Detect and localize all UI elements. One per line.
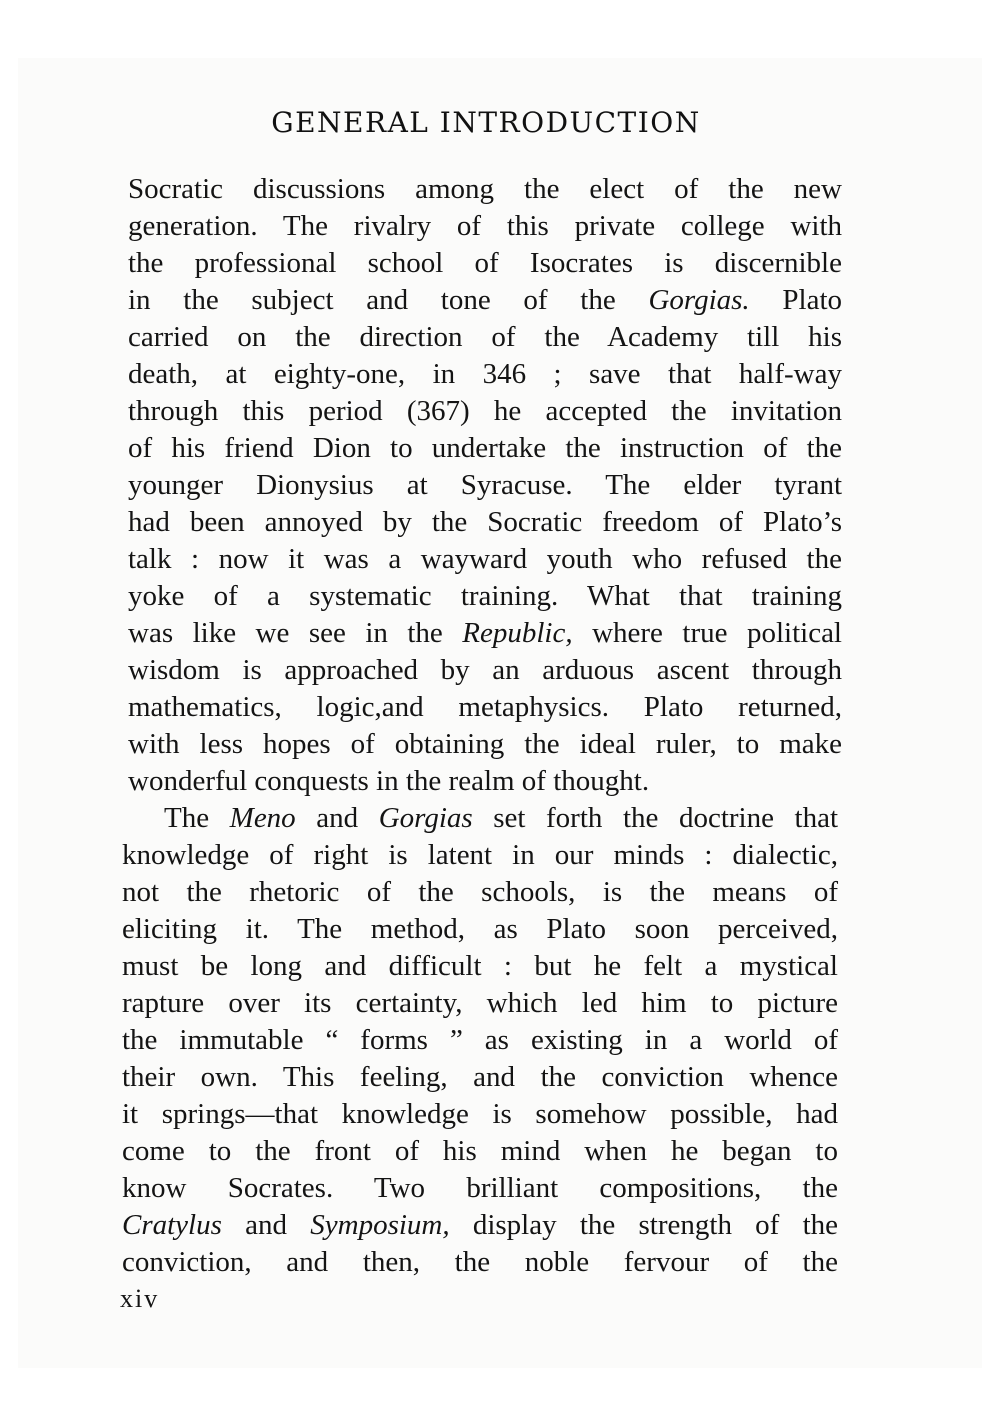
text-run: through this period (367) he accepted the invitation: [128, 395, 842, 427]
text-run: their own. This feeling, and the conviction whence: [122, 1061, 838, 1093]
text-line: [122, 911, 838, 948]
text-line: [128, 615, 842, 652]
text-run: set forth the doctrine that: [472, 802, 839, 834]
text-line: [128, 467, 842, 504]
text-run: rapture over its certainty, which led him to picture: [122, 987, 838, 1019]
text-run: death, at eighty-one, in 346 ; save that half-way: [128, 358, 842, 390]
text-line: [122, 1244, 838, 1281]
text-line: [122, 874, 838, 911]
text-run: generation. The rivalry of this private college with: [128, 210, 842, 242]
text-line: [128, 356, 842, 393]
text-run: the immutable “ forms ” as existing in a world of: [122, 1024, 838, 1056]
text-line: [128, 319, 842, 356]
italic-title: Symposium,: [310, 1209, 450, 1241]
text-run: must be long and difficult : but he felt a mystical: [122, 950, 838, 982]
text-line: [128, 541, 842, 578]
text-run: where true political: [572, 617, 842, 649]
text-run: Socratic discussions among the elect of the new: [128, 173, 842, 205]
text-run: yoke of a systematic training. What that training: [128, 580, 842, 612]
text-run: talk : now it was a wayward youth who refused the: [128, 543, 842, 575]
text-run: mathematics, logic,and metaphysics. Plato returned,: [128, 691, 842, 723]
text-run: wisdom is approached by an arduous ascent through: [128, 654, 842, 686]
text-line: [128, 245, 842, 282]
text-line: [122, 1207, 838, 1244]
text-line: [122, 837, 838, 874]
text-run: had been annoyed by the Socratic freedom of Plato’s: [128, 506, 842, 538]
text-run: wonderful conquests in the realm of thought.: [128, 765, 650, 797]
text-line: [164, 800, 838, 837]
text-line: [122, 1170, 838, 1207]
text-run: it springs—that knowledge is somehow possible, had: [122, 1098, 838, 1130]
text-run: knowledge of right is latent in our minds : dialectic,: [122, 839, 838, 871]
italic-title: Gorgias.: [648, 284, 750, 316]
page-number: xiv: [120, 1284, 160, 1313]
text-run: younger Dionysius at Syracuse. The elder tyrant: [128, 469, 842, 501]
italic-title: Meno: [229, 802, 296, 834]
text-line: [128, 578, 842, 615]
text-run: come to the front of his mind when he began to: [122, 1135, 838, 1167]
text-line: [122, 1022, 838, 1059]
text-run: carried on the direction of the Academy till his: [128, 321, 842, 353]
text-line: [128, 208, 842, 245]
text-run: was like we see in the: [128, 617, 463, 649]
text-line: [128, 504, 842, 541]
italic-title: Republic,: [462, 617, 573, 649]
text-line: [122, 1059, 838, 1096]
text-line: [128, 393, 842, 430]
paragraph-1: [128, 171, 842, 800]
text-line: [128, 171, 842, 208]
running-header: GENERAL INTRODUCTION: [271, 106, 701, 139]
text-run: in the subject and tone of the: [128, 284, 649, 316]
text-run: with less hopes of obtaining the ideal ruler, to make: [128, 728, 842, 760]
text-run: conviction, and then, the noble fervour of the: [122, 1246, 838, 1278]
text-line: [128, 282, 842, 319]
italic-title: Cratylus: [122, 1209, 222, 1241]
text-run: The: [164, 802, 230, 834]
text-run: know Socrates. Two brilliant compositions, the: [122, 1172, 838, 1204]
text-line: [128, 430, 842, 467]
text-run: and: [295, 802, 379, 834]
text-run: not the rhetoric of the schools, is the means of: [122, 876, 838, 908]
text-line: [128, 652, 842, 689]
text-run: the professional school of Isocrates is discernible: [128, 247, 842, 279]
text-line: [122, 1133, 838, 1170]
text-run: Plato: [749, 284, 843, 316]
italic-title: Gorgias: [378, 802, 473, 834]
text-run: display the strength of the: [449, 1209, 838, 1241]
text-line: [128, 689, 842, 726]
text-run: and: [221, 1209, 311, 1241]
text-line: [128, 726, 842, 763]
text-line: [128, 763, 842, 800]
paragraph-2: [122, 800, 838, 1281]
text-line: [122, 1096, 838, 1133]
text-run: of his friend Dion to undertake the instruction of the: [128, 432, 842, 464]
text-line: [122, 948, 838, 985]
text-line: [122, 985, 838, 1022]
text-run: eliciting it. The method, as Plato soon perceived,: [122, 913, 838, 945]
